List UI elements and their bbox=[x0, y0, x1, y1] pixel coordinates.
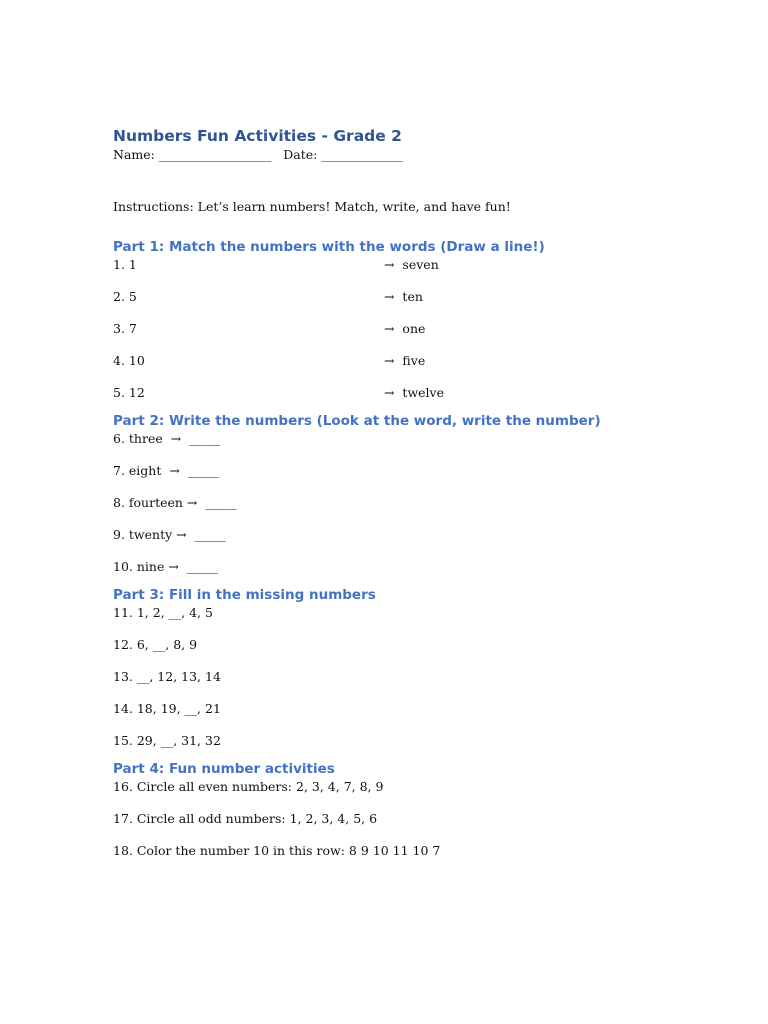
write-number-item: 10. nine → _____ bbox=[113, 559, 218, 574]
worksheet-title: Numbers Fun Activities - Grade 2 bbox=[113, 127, 402, 145]
match-word: → twelve bbox=[384, 385, 444, 400]
match-word: → five bbox=[384, 353, 426, 368]
missing-number-item: 14. 18, 19, __, 21 bbox=[113, 701, 221, 716]
name-date-line: Name: __________________ Date: _____________ bbox=[113, 147, 403, 162]
match-number: 2. 5 bbox=[113, 289, 137, 304]
activity-item: 17. Circle all odd numbers: 1, 2, 3, 4, 5, 6 bbox=[113, 811, 378, 826]
missing-number-item: 13. __, 12, 13, 14 bbox=[113, 669, 221, 684]
match-number: 4. 10 bbox=[113, 353, 145, 368]
worksheet-page bbox=[113, 125, 673, 859]
part4-heading: Part 4: Fun number activities bbox=[113, 761, 335, 777]
match-word: → ten bbox=[384, 289, 423, 304]
match-number: 5. 12 bbox=[113, 385, 145, 400]
missing-number-item: 12. 6, __, 8, 9 bbox=[113, 637, 198, 652]
match-row bbox=[113, 257, 673, 273]
match-number: 3. 7 bbox=[113, 321, 137, 336]
write-number-item: 8. fourteen → _____ bbox=[113, 495, 237, 510]
activity-item: 18. Color the number 10 in this row: 8 9 10 11 10 7 bbox=[113, 843, 441, 858]
match-row bbox=[113, 321, 673, 337]
instructions-text: Instructions: Let’s learn numbers! Match, write, and have fun! bbox=[113, 199, 511, 214]
part2-heading: Part 2: Write the numbers (Look at the word, write the number) bbox=[113, 413, 601, 429]
missing-number-item: 15. 29, __, 31, 32 bbox=[113, 733, 221, 748]
part1-heading: Part 1: Match the numbers with the words (Draw a line!) bbox=[113, 239, 545, 255]
match-row bbox=[113, 385, 673, 401]
write-number-item: 7. eight → _____ bbox=[113, 463, 219, 478]
activity-item: 16. Circle all even numbers: 2, 3, 4, 7, 8, 9 bbox=[113, 779, 384, 794]
match-word: → seven bbox=[384, 257, 439, 272]
write-number-item: 6. three → _____ bbox=[113, 431, 221, 446]
part3-heading: Part 3: Fill in the missing numbers bbox=[113, 587, 376, 603]
match-word: → one bbox=[384, 321, 426, 336]
write-number-item: 9. twenty → _____ bbox=[113, 527, 226, 542]
match-row bbox=[113, 353, 673, 369]
match-row bbox=[113, 289, 673, 305]
missing-number-item: 11. 1, 2, __, 4, 5 bbox=[113, 605, 213, 620]
match-number: 1. 1 bbox=[113, 257, 137, 272]
